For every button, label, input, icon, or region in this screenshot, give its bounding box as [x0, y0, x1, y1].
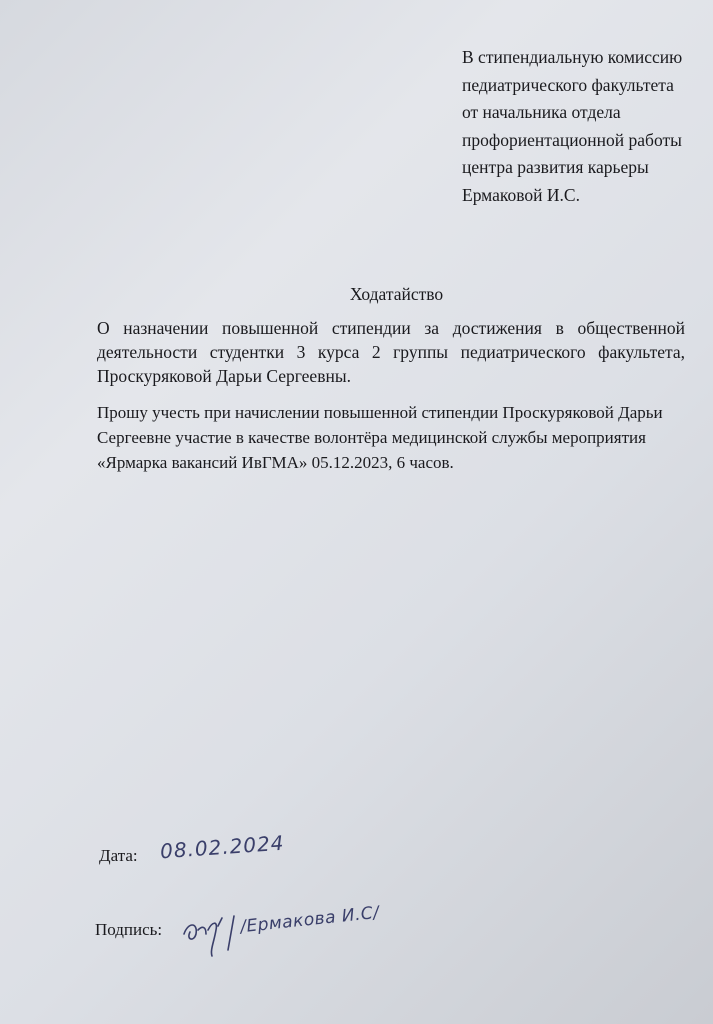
- addressee-line: педиатрического факультета: [462, 74, 674, 95]
- request-paragraph: Прошу учесть при начислении повышенной стипендии Проскуряковой Дарьи Сергеевне участие в качестве волонтёра медицинской службы мероприятия «Ярмарка вакансий ИвГМА» 05.12.2023, 6 часов.: [97, 403, 663, 472]
- handwritten-date: 08.02.2024: [159, 830, 286, 864]
- signature-name: /Ермакова И.С/: [239, 902, 381, 938]
- date-label: Дата:: [99, 846, 138, 865]
- addressee-line: Ермаковой И.С.: [462, 184, 580, 205]
- addressee-line: профориентационной работы: [462, 129, 682, 150]
- addressee-line: центра развития карьеры: [462, 157, 649, 177]
- addressee-line: от начальника отдела: [462, 102, 621, 122]
- signature-label: Подпись:: [95, 920, 163, 939]
- addressee-line: В стипендиальную комиссию: [462, 47, 683, 67]
- subject-paragraph: О назначении повышенной стипендии за достижения в общественной деятельности студентки 3 курса 2 группы педиатрического факультета, Проскуряковой Дарьи Сергеевны.: [97, 318, 685, 386]
- document-title: Ходатайство: [349, 284, 444, 304]
- addressee-block: [462, 44, 707, 209]
